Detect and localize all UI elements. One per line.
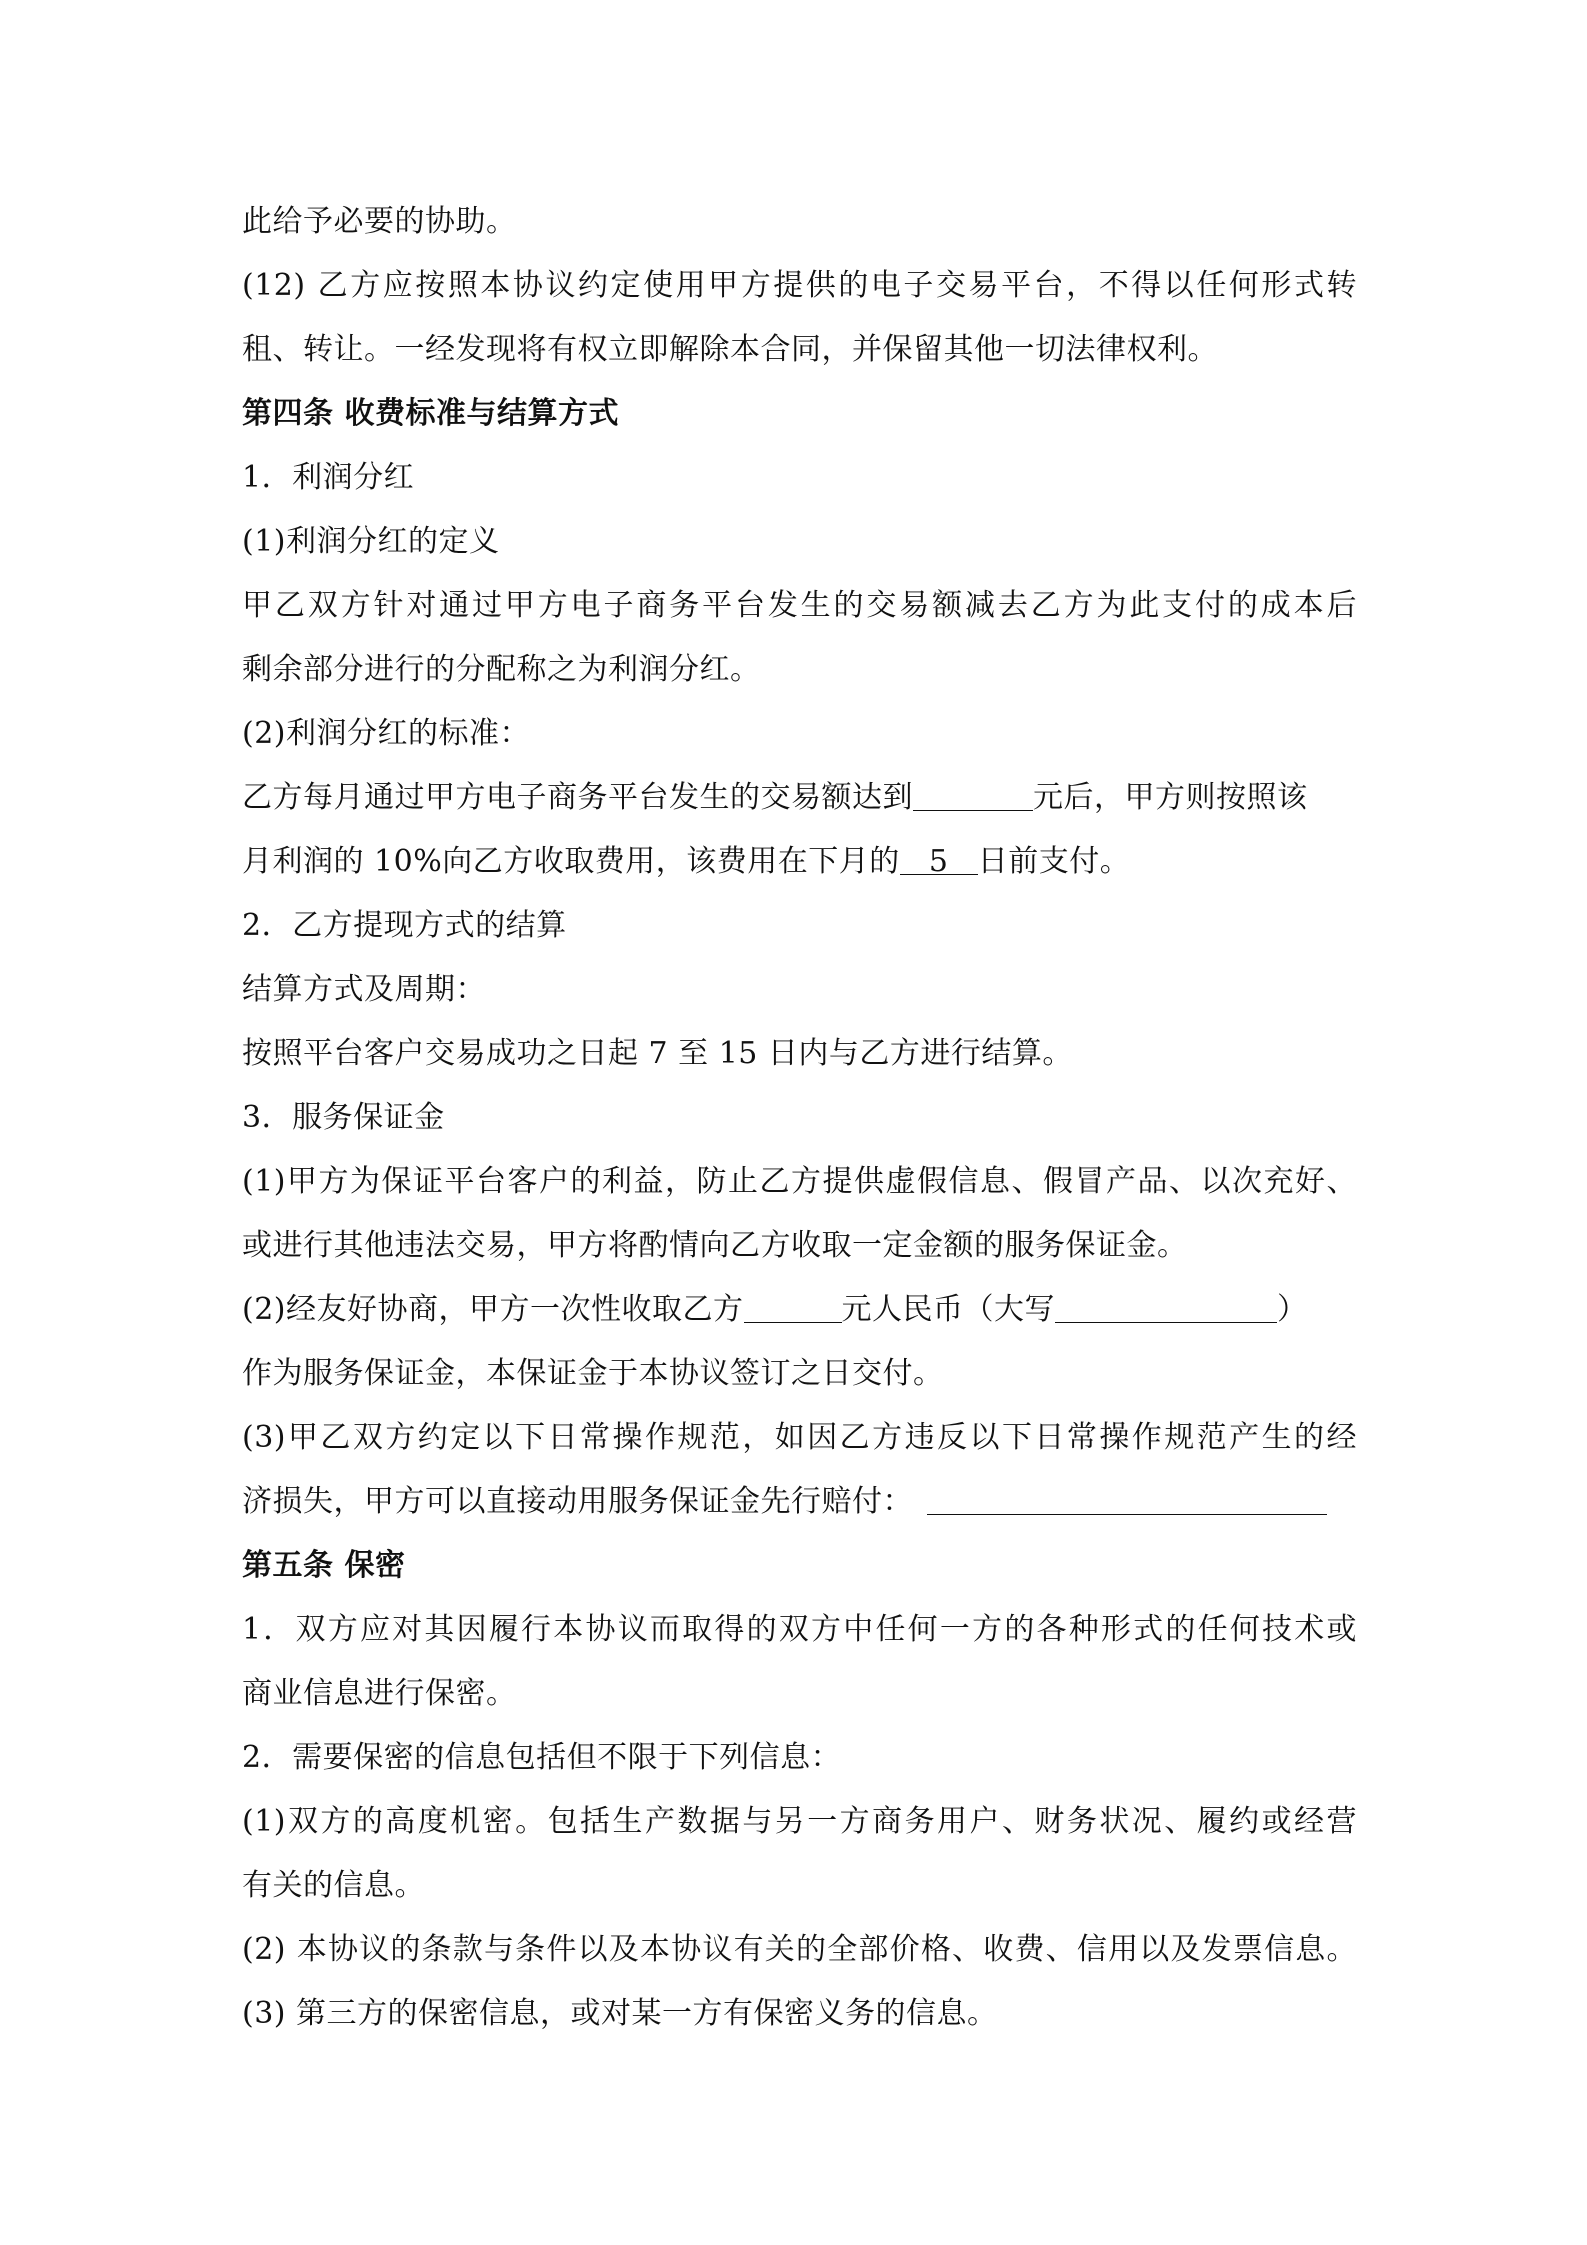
paragraph-line: 或进行其他违法交易，甲方将酌情向乙方收取一定金额的服务保证金。 [242,1228,1188,1263]
paragraph-line: 甲乙双方针对通过甲方电子商务平台发生的交易额减去乙方为此支付的成本后 [242,588,1357,623]
paragraph-line: (1)甲方为保证平台客户的利益，防止乙方提供虚假信息、假冒产品、以次充好、 [242,1164,1357,1199]
line-text: 日前支付。 [977,844,1131,879]
paragraph-line: (2) 本协议的条款与条件以及本协议有关的全部价格、收费、信用以及发票信息。 [242,1932,1357,1967]
paragraph-line: 此给予必要的协助。 [242,204,517,239]
paragraph-line-with-blank [242,1288,1308,1332]
paragraph-line-with-blank [242,1480,1327,1524]
paragraph-line: 作为服务保证金，本保证金于本协议签订之日交付。 [242,1356,944,1391]
paragraph-line: (3) 第三方的保密信息，或对某一方有保密义务的信息。 [242,1996,998,2031]
paragraph-line-with-blank [242,840,1130,884]
section-heading-article-4: 第四条 收费标准与结算方式 [242,396,619,431]
paragraph-line: (12) 乙方应按照本协议约定使用甲方提供的电子交易平台，不得以任何形式转 [242,268,1357,303]
paragraph-line: 结算方式及周期： [242,972,486,1007]
paragraph-line: (2)利润分红的标准： [242,716,530,751]
paragraph-line: 2．需要保密的信息包括但不限于下列信息： [242,1740,842,1775]
line-text: 元人民币（大写 [841,1292,1055,1327]
paragraph-line: 1．双方应对其因履行本协议而取得的双方中任何一方的各种形式的任何技术或 [242,1612,1357,1647]
subsection-heading: 1．利润分红 [242,460,415,495]
subsection-heading: 2．乙方提现方式的结算 [242,908,567,943]
line-text: 月利润的 10%向乙方收取费用，该费用在下月的 [242,844,900,879]
section-heading-article-5: 第五条 保密 [242,1548,406,1583]
line-text: (2)经友好协商，甲方一次性收取乙方 [242,1292,744,1327]
paragraph-line: 剩余部分进行的分配称之为利润分红。 [242,652,761,687]
paragraph-line: (1)利润分红的定义 [242,524,500,559]
paragraph-line: 租、转让。一经发现将有权立即解除本合同，并保留其他一切法律权利。 [242,332,1218,367]
compensation-blank [927,1480,1327,1515]
due-day-blank: 5 [900,840,978,875]
deposit-amount-words-blank [1055,1288,1277,1323]
amount-blank [913,776,1033,811]
line-text: 济损失，甲方可以直接动用服务保证金先行赔付： [242,1484,913,1519]
line-text: ） [1277,1292,1308,1327]
paragraph-line: 商业信息进行保密。 [242,1676,517,1711]
paragraph-line: 有关的信息。 [242,1868,425,1903]
paragraph-line-with-blank [242,776,1308,820]
deposit-amount-blank [744,1288,842,1323]
line-text: 元后，甲方则按照该 [1033,780,1308,815]
paragraph-line: (3)甲乙双方约定以下日常操作规范，如因乙方违反以下日常操作规范产生的经 [242,1420,1357,1455]
paragraph-line: 按照平台客户交易成功之日起 7 至 15 日内与乙方进行结算。 [242,1036,1073,1071]
line-text: 乙方每月通过甲方电子商务平台发生的交易额达到 [242,780,913,815]
paragraph-line: (1)双方的高度机密。包括生产数据与另一方商务用户、财务状况、履约或经营 [242,1804,1357,1839]
subsection-heading: 3．服务保证金 [242,1100,445,1135]
